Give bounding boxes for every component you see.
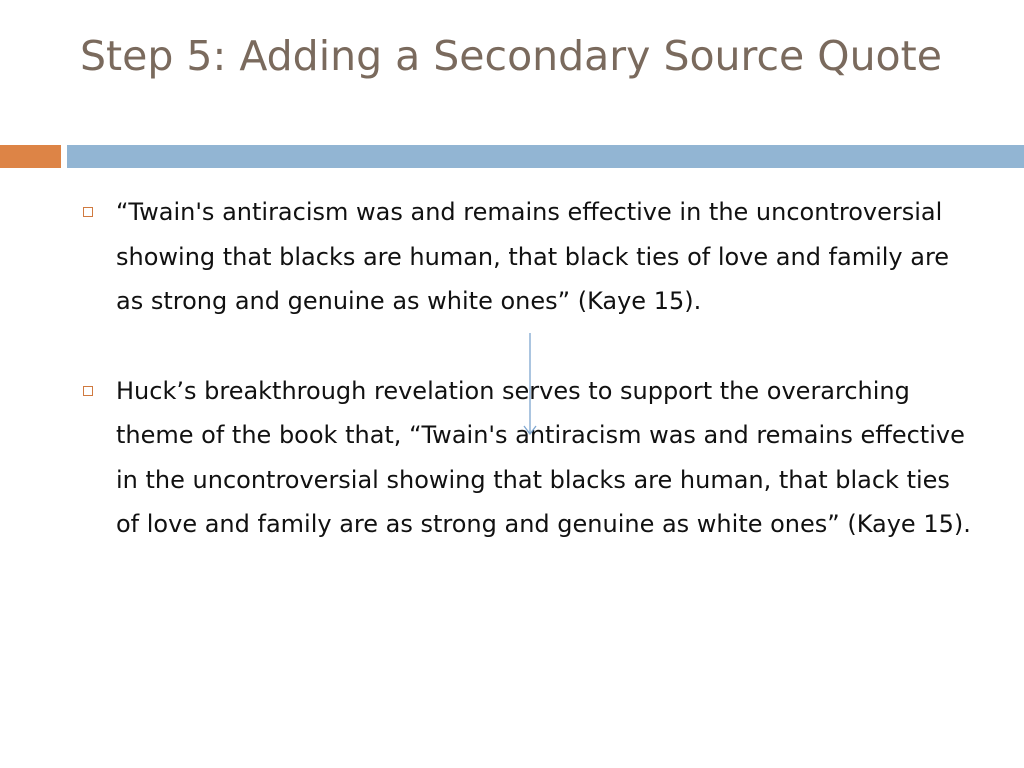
accent-bar-orange: [0, 145, 61, 168]
bullet-item-quote: [80, 190, 980, 324]
accent-bar-blue: [67, 145, 1024, 168]
slide-title: Step 5: Adding a Secondary Source Quote: [80, 32, 942, 80]
bullet-text: Huck’s breakthrough revelation serves to support the overarching theme of the book that, “Twain's antiracism was and remains effective in the uncontroversial showing that blacks are human, that black ties of love and family are as strong and genuine as white ones” (Kaye 15).: [116, 376, 971, 538]
bullet-text: “Twain's antiracism was and remains effective in the uncontroversial showing that blacks are human, that black ties of love and family are as strong and genuine as white ones” (Kaye 15).: [116, 198, 950, 315]
square-bullet-icon: [83, 207, 93, 217]
down-arrow-icon: [520, 333, 540, 437]
square-bullet-icon: [83, 386, 93, 396]
